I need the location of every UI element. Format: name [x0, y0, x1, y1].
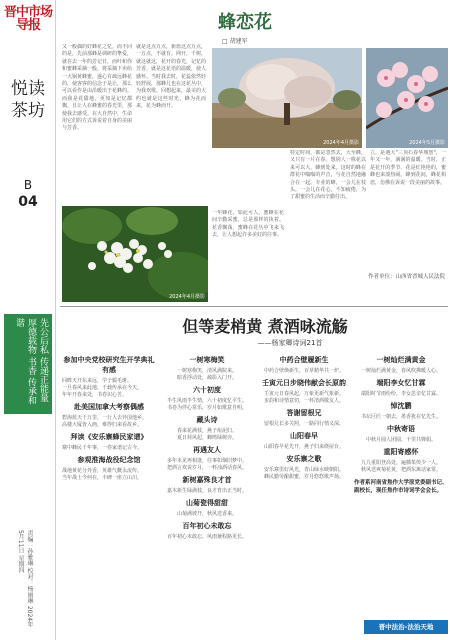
section-divider	[60, 306, 448, 307]
poem-line: 九九重阳登高处，遍插茱萸少一人。	[360, 460, 441, 466]
poem-column-3	[257, 352, 351, 620]
poem-section-title: 但等麦梢黄 煮酒咏流觞	[182, 317, 348, 336]
photo-caption-1: 2024年4月摄影	[169, 294, 205, 300]
poem-line: 壬寅元日春风起，万象更新气象新。	[263, 391, 344, 397]
poem-line: 中药合壁焕新生，百草精华共一炉。	[263, 368, 344, 374]
slogan-box: 先公后私 传递正能量 厚德载物 书香 传承和谐	[4, 314, 52, 414]
article-column-1: 又一般偶的好蜂花之忆，而不同的是，先前那蜂是调研的挚爱，就在去一年的芳记日，而叶和你和蜜蜂采摘一般，将采摘下卖给一大锅黄蜂蜜，遂心有疏远蜂花的，使客客的信念于是让，那么可以看作是由沿暖出于花蜂的。而我是花甜地，更如是记忆都飘，且让人在蜂蜜的春光里，那使我去感受。在大自然中，生命用它们的方式诉说着自身的美丽与芳香。	[62, 44, 132, 132]
poem-title: 中药合壁履新生	[279, 355, 329, 364]
poem-line: 山菊满坡开，秋风送香来。	[176, 511, 237, 517]
article-column-5: 立，是遇大"三顶石春华城堡"，一年又一年，满满的温暖。当时，正是花开的季节，花是红艳艳的，蜜蜂也来凑热闹。蜂到花间，蜂花相恋，仿佛在诉说一段美丽的故事。	[370, 150, 446, 186]
editor-info: 责编：孙雅琳 校对：杨丽琳 2024年5月11日 星期四	[17, 530, 33, 628]
poem-title: 悼沈鹏	[390, 401, 412, 410]
page-letter: B	[23, 178, 33, 192]
poem-line: 半生风雨半生情，六十初度忆平生。	[166, 398, 247, 404]
poem-line: 留根兄长多关照，一路同行情义深。	[263, 421, 344, 427]
poem-column-4	[354, 352, 448, 620]
poem-title: 壬寅元日步晓伟献会长原韵	[262, 378, 346, 387]
article-column-3: 一年蜂花，如此可人，蜜蜂在花间辛勤采蜜，总是那样的执着。花香飘荡，蜜蜂在花丛中飞来飞去，让人想起许多美好的往事。	[212, 210, 284, 239]
poem-column-1	[62, 352, 156, 620]
poem-title: 百年初心未敢忘	[182, 521, 232, 530]
section-name: 悦读茶坊	[11, 79, 45, 121]
poem-line: 夏日荷风起，蝉鸣绿树旁。	[176, 435, 237, 441]
poem-line: 中秋月圆人团圆，千里共婵娟。	[365, 437, 436, 443]
poem-line: 一树灿烂满黄金，春风吹拂暖人心。	[360, 368, 441, 374]
photo-caption-2: 2024年4月摄影	[323, 140, 359, 146]
poem-title: 答谢留根兄	[286, 408, 322, 417]
poem-line: 秋风送爽菊花黄，把酒东篱话家常。	[360, 467, 441, 473]
poem-line: 蜂民勤劳酿甜蜜，岁月悠悠歌声扬。	[263, 474, 344, 480]
article-author-note: 作者单位：山西省晋城人民法院	[367, 274, 445, 280]
poem-line: 嘉木新生绿满枝，良才育出正当时。	[166, 488, 247, 494]
poem-line: 步韵和诗情意切，一杯清酒敬友人。	[263, 398, 344, 404]
poem-title: 山菊瓷得甜甜	[186, 498, 228, 507]
poem-line: 回眸天开东来远，学子鬓毛斑。	[62, 378, 133, 384]
poem-line: 百年初心未敢忘，风雨兼程路更长。	[166, 534, 247, 540]
poem-title: 藏头诗	[196, 415, 218, 424]
photo-caption-3: 2024年5月摄影	[409, 140, 445, 146]
photo-white-blossoms	[62, 206, 208, 302]
article-title: 蜂恋花	[218, 12, 272, 33]
poem-author-note: 作者系河南省焦作大学原党委副书记、副校长，现任焦作市诗词学会会长。	[354, 480, 448, 494]
poem-line: 多年未见再相逢，往事如烟旧梦中。	[166, 458, 247, 464]
poem-line: 碧海蓝天千万里，一行人去异国他乡。	[62, 415, 148, 421]
poem-line: 书坛巨匠一朝去，墨香犹在忆先生。	[360, 414, 441, 420]
poem-column-2	[160, 352, 254, 620]
poem-title: 端阳李女忆甘霖	[376, 378, 426, 387]
footer-ad-banner[interactable]: 晋中法治-法治天地	[364, 620, 448, 634]
poem-title: 一树寒梅笑	[189, 355, 225, 364]
poem-title: 新树嘉殊良才首	[182, 475, 232, 484]
poem-line: 战地黄花分外香，英雄气概永流传。	[62, 468, 143, 474]
poem-line: 端阳时节雨纷纷，李女思亲忆甘霖。	[360, 391, 441, 397]
poem-line: 当年战士今何在，丰碑一座立山川。	[62, 475, 143, 481]
poem-line: 年年开春来处，书卷识心苦。	[62, 392, 128, 398]
article-author: □ 胡建军	[222, 38, 248, 45]
poem-title: 安乐寨之歌	[286, 454, 322, 463]
poem-line: 寨中蜂民千年事，一卷家谱记古今。	[62, 445, 143, 451]
poem-line: 书卷为伴心常乐，岁月如歌意自明。	[166, 405, 247, 411]
poem-section-subtitle: ——杨家卿诗词21首	[257, 339, 323, 347]
poem-title: 中秋寄语	[387, 424, 415, 433]
poem-title: 重阳寄感怀	[383, 447, 419, 456]
newspaper-logo: 晋中市场导报	[3, 5, 52, 33]
poem-line: 高楼大厦皆入画，难得归来看故乡。	[62, 422, 143, 428]
photo-blossom-tree	[212, 48, 362, 148]
poem-title: 六十初度	[193, 385, 221, 394]
poem-title: 一树灿烂满黄金	[376, 355, 426, 364]
poem-line: 安乐寨里好风光，青山绿水映朝阳。	[263, 467, 344, 473]
poem-line: 山阳春早花先开，燕子归来绕屋台。	[263, 444, 344, 450]
poem-line: 把酒言欢说岁月，一杯浊酒话春风。	[166, 465, 247, 471]
poem-line: 暗香浮动处，疏影入门开。	[176, 375, 237, 381]
page-number: 04	[18, 194, 38, 210]
poem-title: 参加中央党校研究生开学典礼有感	[63, 355, 155, 374]
article-column-4: 特定时间，都是忽然式，大至蜂，又只有一片在春。想别人一株花以来可以大，蜂到处来。这时的蜂在群花中嗡嗡的声音，与花自然地融合在一起。专业的蜂，一会儿在枝头，一会儿在花心，不知疲倦，为了甜蜜的生活而辛勤付出。	[290, 150, 366, 201]
poem-line: 春来花满枝，燕子衔泥归。	[176, 428, 237, 434]
poem-line: 一旦春风来此地，千载传承在今天。	[62, 385, 143, 391]
poem-title: 再遇友人	[193, 445, 221, 454]
article-column-2: 就是这点万点，新蓝这点万点，一万点，不就有。网开，千树，就这就这，花开的春光，记忆的芳香。就是这花语的温暖，使人感怀。当时我去时，花蕊依然轻轻舒展，那蜂儿也在这花丛中，为我欢歌。回想起来，最美的大约也就是这些时光，蜂为花而来，花为蜂而开。	[136, 44, 206, 110]
poem-title: 拜读《安乐寨蜂民家谱》	[70, 432, 148, 441]
poem-title: 赴美国加拿大考察偶感	[74, 402, 144, 411]
poem-title: 山阳春早	[290, 431, 318, 440]
masthead-column	[0, 0, 56, 640]
poem-title: 参观淮海战役纪念馆	[77, 455, 141, 464]
photo-pink-blossoms	[366, 48, 448, 148]
poem-line: 一树寒梅笑，清风满院来。	[176, 368, 237, 374]
